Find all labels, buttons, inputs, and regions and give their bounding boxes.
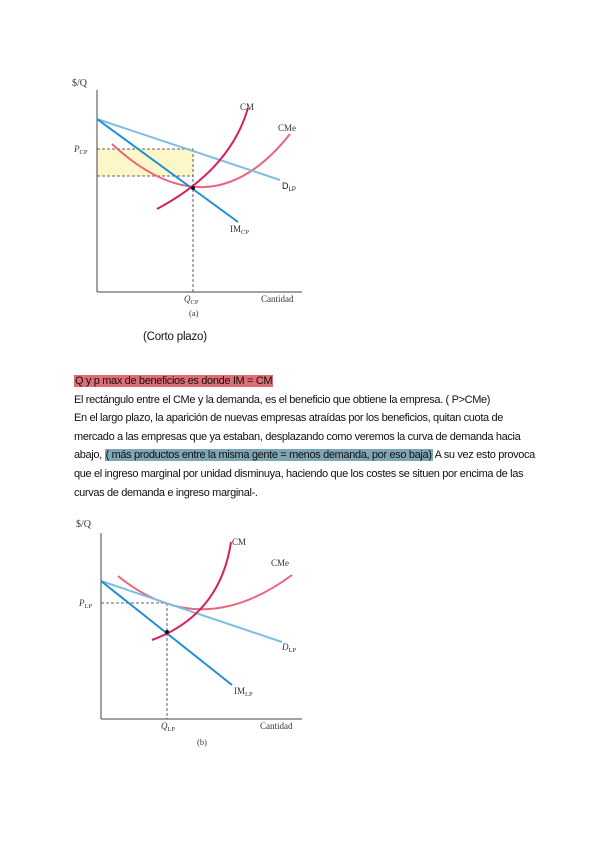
x-axis-label-b: Cantidad bbox=[260, 721, 293, 731]
highlight-max-profit: Q y p max de beneficios es donde IM = CM bbox=[75, 375, 273, 387]
y-axis-label-b: $/Q bbox=[76, 519, 91, 530]
paragraph-long-run bbox=[74, 409, 544, 502]
equilibrium-point-b bbox=[165, 630, 169, 634]
cm-label: CM bbox=[240, 102, 255, 112]
equilibrium-point bbox=[191, 186, 195, 190]
quantity-label-b: $Q_{LP}$ bbox=[161, 721, 176, 733]
price-label-b: $P_{LP}$ bbox=[79, 598, 93, 610]
figure-long-run-svg bbox=[60, 515, 320, 755]
paragraph-max-profit bbox=[74, 372, 544, 391]
long-run-text-end: A su vez esto provoca que el ingreso marginal por unidad disminuya, haciendo que los costes se situen por encima de las curvas de demanda e ingreso marginal-. bbox=[74, 449, 535, 499]
long-run-text: En el largo plazo, la aparición de nuevas empresas atraídas por los beneficios, quitan cuota de mercado a las empresas que ya estaban, desplazando como veremos la curva de demanda hacia abajo, bbox=[74, 412, 521, 462]
panel-label: (a) bbox=[189, 308, 199, 318]
y-axis-label: $/Q bbox=[72, 78, 87, 89]
demand-label-b: $D_{LP}$ bbox=[282, 642, 297, 654]
quantity-label: $Q_{CP}$ bbox=[184, 294, 199, 306]
cme-label: CMe bbox=[278, 123, 296, 133]
highlight-demand-note: ( más productos entre la misma gente = menos demanda, por eso baja) bbox=[105, 449, 432, 462]
panel-label-b: (b) bbox=[197, 737, 207, 747]
paragraph-rectangle: El rectángulo entre el CMe y la demanda, es el beneficio que obtiene la empresa. ( P>CMe) bbox=[74, 393, 491, 406]
cm-label-b: CM bbox=[232, 537, 247, 547]
figure-long-run bbox=[60, 515, 320, 755]
im-label: $IM_{CP}$ bbox=[230, 224, 249, 236]
cm-curve-b bbox=[152, 542, 231, 640]
figure-short-run-svg bbox=[60, 70, 320, 330]
demand-curve-b bbox=[101, 581, 282, 642]
demand-label: $D_{LP}$ bbox=[282, 181, 296, 193]
cme-label-b: CMe bbox=[271, 558, 289, 568]
figure-short-run bbox=[60, 70, 320, 330]
x-axis-label: Cantidad bbox=[261, 294, 294, 304]
figure-caption: (Corto plazo) bbox=[143, 331, 207, 343]
price-label: $P_{CP}$ bbox=[74, 144, 88, 156]
body-text bbox=[74, 372, 544, 502]
im-label-b: $IM_{LP}$ bbox=[234, 686, 253, 698]
